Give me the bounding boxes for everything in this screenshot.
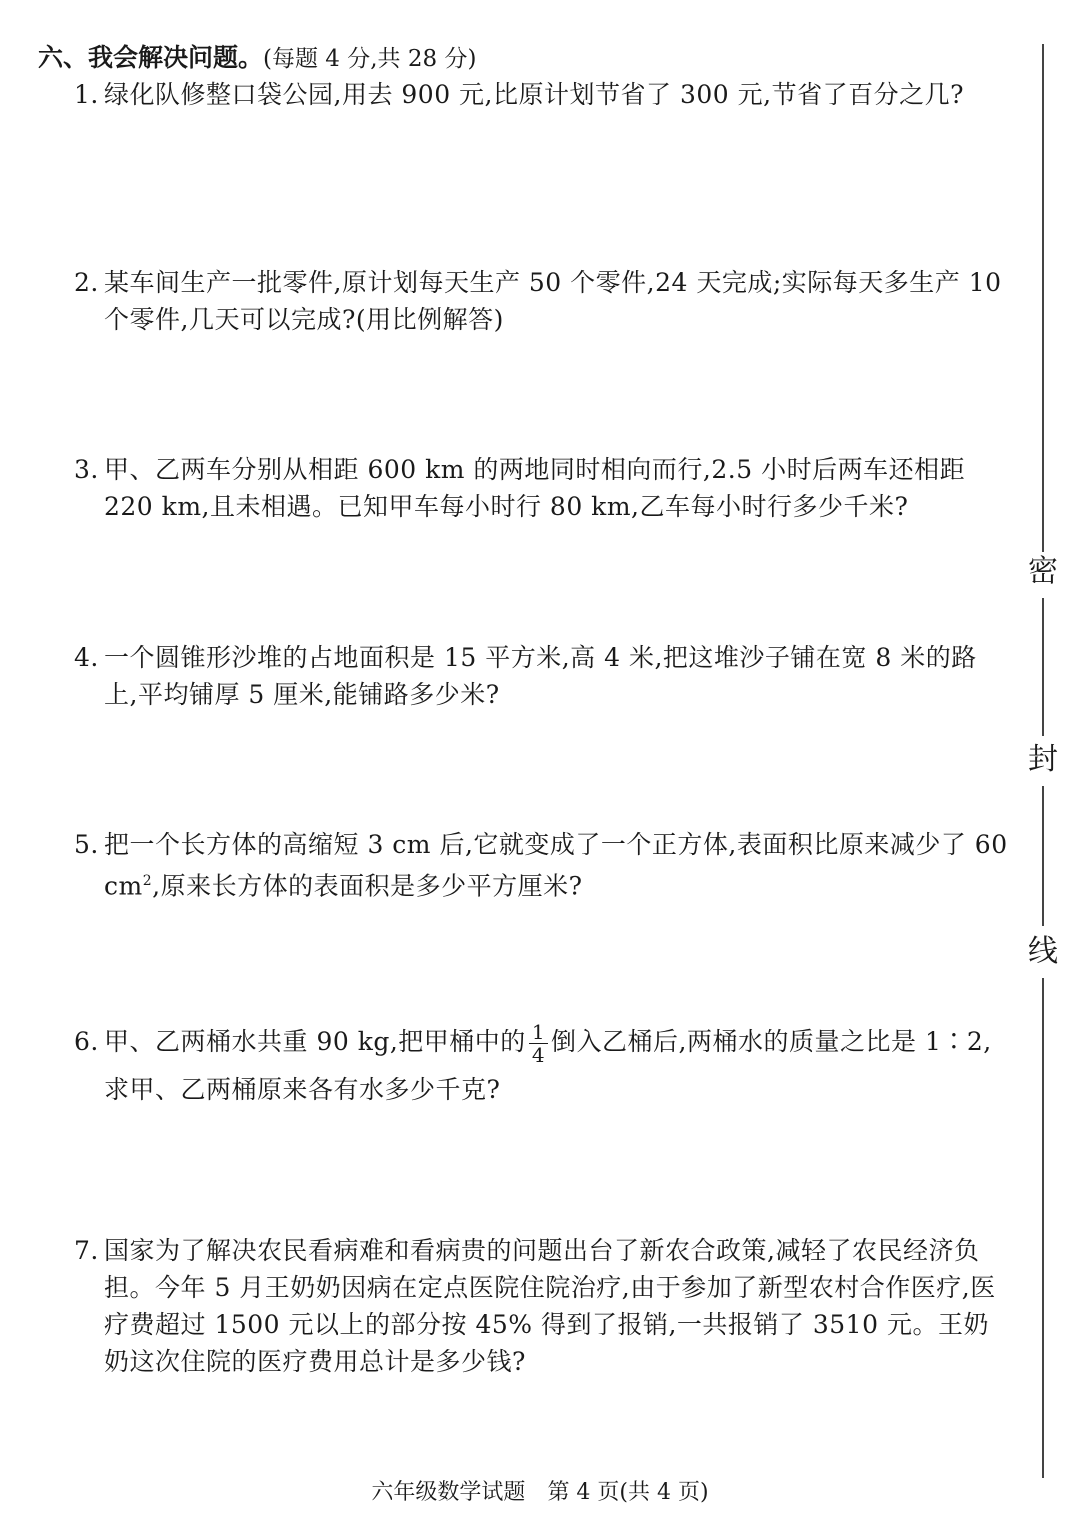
problem-3 (74, 451, 1010, 525)
footer-subject: 六年级数学试题 (371, 1480, 526, 1505)
seal-character: 封 (1028, 742, 1058, 777)
problem-text-part: 倒入乙桶后,两桶水的质量之比是 1∶2,求甲、乙两桶原来各有水多少千克? (104, 1027, 992, 1104)
problem-4 (74, 639, 1010, 713)
seal-line-segment (1042, 598, 1044, 736)
problem-number: 7. (74, 1236, 99, 1265)
footer-page-number: 第 4 页(共 4 页) (547, 1480, 709, 1505)
fraction-denominator: 4 (531, 1043, 546, 1067)
problem-text-part: ,原来长方体的表面积是多少平方厘米? (152, 871, 583, 901)
problem-text-part: 甲、乙两桶水共重 90 kg,把甲桶中的 (104, 1027, 526, 1056)
problem-text: 一个圆锥形沙堆的占地面积是 15 平方米,高 4 米,把这堆沙子铺在宽 8 米的路上,平均铺厚 5 厘米,能铺路多少米? (104, 643, 977, 709)
seal-character: 密 (1028, 554, 1058, 589)
problem-5 (74, 826, 1010, 904)
problem-number: 4. (74, 643, 99, 672)
section-heading (38, 40, 476, 77)
superscript-exponent: 2 (142, 873, 153, 889)
problem-number: 6. (74, 1027, 99, 1056)
seal-character: 线 (1028, 934, 1058, 969)
section-score-note: (每题 4 分,共 28 分) (263, 46, 477, 72)
problem-text: 甲、乙两车分别从相距 600 km 的两地同时相向而行,2.5 小时后两车还相距 220 km,且未相遇。已知甲车每小时行 80 km,乙车每小时行多少千米? (104, 455, 966, 521)
problem-text: 某车间生产一批零件,原计划每天生产 50 个零件,24 天完成;实际每天多生产 10 个零件,几天可以完成?(用比例解答) (104, 268, 1002, 334)
seal-line-segment (1042, 978, 1044, 1478)
problem-text: 国家为了解决农民看病难和看病贵的问题出台了新农合政策,减轻了农民经济负担。今年 5 月王奶奶因病在定点医院住院治疗,由于参加了新型农村合作医疗,医疗费超过 1500 元以上的部分按 45% 得到了报销,一共报销了 3510 元。王奶奶这次住院的医疗费用总计是多少钱? (104, 1236, 996, 1376)
problem-number: 1. (74, 80, 99, 109)
problem-number: 3. (74, 455, 99, 484)
section-title: 六、我会解决问题。 (38, 43, 264, 72)
problem-1 (74, 76, 1010, 113)
problem-6 (74, 1018, 1010, 1114)
problem-2 (74, 264, 1010, 338)
seal-line-segment (1042, 44, 1044, 552)
problem-text (104, 826, 1010, 904)
fraction (529, 1021, 548, 1066)
seal-line-segment (1042, 786, 1044, 926)
problem-7 (74, 1232, 1010, 1380)
problem-text (104, 1018, 1010, 1114)
problem-number: 2. (74, 268, 99, 297)
problem-text-part: 把一个长方体的高缩短 3 cm 后,它就变成了一个正方体,表面积比原来减少了 60 cm (104, 830, 1008, 901)
problem-number: 5. (74, 830, 99, 859)
page-footer (0, 1478, 1080, 1508)
problem-text: 绿化队修整口袋公园,用去 900 元,比原计划节省了 300 元,节省了百分之几? (104, 80, 964, 109)
fraction-numerator: 1 (529, 1021, 548, 1044)
